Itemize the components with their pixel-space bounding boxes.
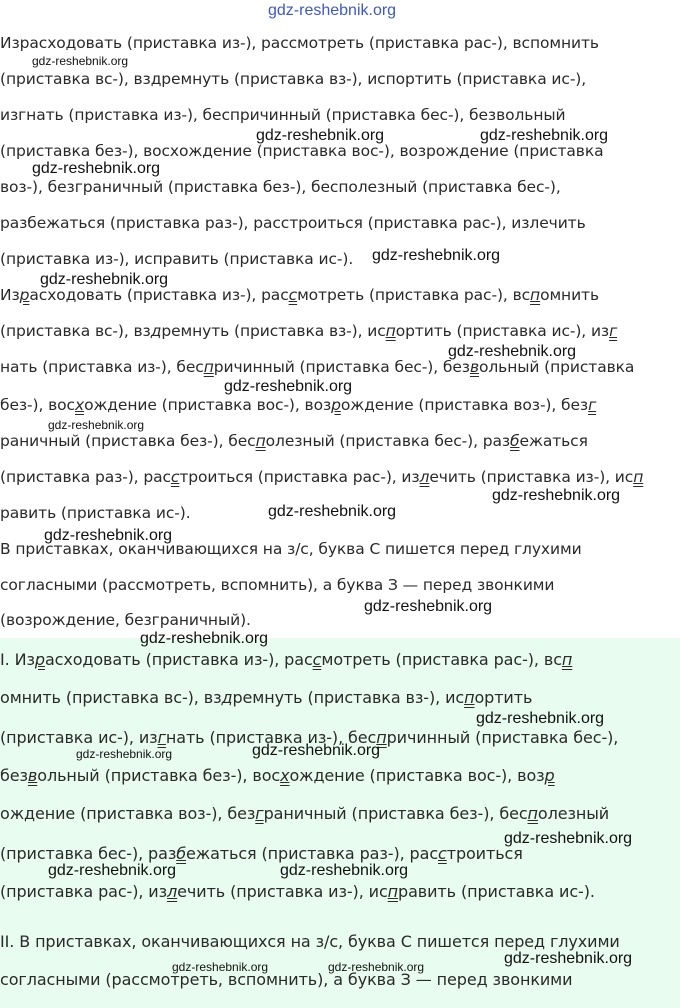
answer-line-6: (приставка бес-), разбежаться (приставка раз-), расстроиться [0, 844, 523, 863]
watermark: gdz-reshebnik.org [224, 378, 353, 395]
watermark: gdz-reshebnik.org [256, 127, 385, 144]
watermark: gdz-reshebnik.org [76, 747, 173, 761]
watermark: gdz-reshebnik.org [44, 527, 173, 544]
rule-line-2: согласными (рассмотреть, вспомнить), а буква З — перед звонкими [0, 576, 555, 594]
text-line-6: разбежаться (приставка раз-), расстроиться (приставка рас-), излечить [0, 214, 586, 232]
answer-line-5: ождение (приставка воз-), безграничный (приставка без-), бесполезный [0, 804, 610, 823]
text-line-7: (приставка из-), исправить (приставка ис-). [0, 250, 354, 268]
watermark: gdz-reshebnik.org [492, 487, 621, 504]
marked-line-7: равить (приставка ис-). [0, 504, 191, 522]
watermark: gdz-reshebnik.org [480, 127, 609, 144]
watermark: gdz-reshebnik.org [48, 862, 177, 879]
watermark: gdz-reshebnik.org [504, 950, 633, 967]
marked-line-1: Израсходовать (приставка из-), рассмотреть (приставка рас-), вспомнить [0, 286, 600, 304]
text-line-5: воз-), безграничный (приставка без-), бесполезный (приставка бес-), [0, 178, 561, 196]
marked-line-6: (приставка раз-), расстроиться (приставка рас-), излечить (приставка из-), исп [0, 468, 644, 486]
site-watermark-top: gdz-reshebnik.org [268, 2, 397, 19]
text-line-3: изгнать (приставка из-), беспричинный (приставка бес-), безвольный [0, 106, 566, 124]
watermark: gdz-reshebnik.org [364, 598, 493, 615]
answer-line-4: безвольный (приставка без-), восхождение (приставка вос-), возр [0, 766, 555, 785]
answer-rule-line-1: II. В приставках, оканчивающихся на з/с, буква С пишется перед глухими [0, 932, 620, 951]
answer-line-3: (приставка ис-), изгнать (приставка из-), беспричинный (приставка бес-), [0, 728, 619, 747]
watermark: gdz-reshebnik.org [280, 862, 409, 879]
watermark: gdz-reshebnik.org [32, 54, 129, 68]
answer-line-7: (приставка рас-), излечить (приставка из-), исправить (приставка ис-). [0, 882, 595, 901]
watermark: gdz-reshebnik.org [328, 960, 425, 974]
rule-line-1: В приставках, оканчивающихся на з/с, буква С пишется перед глухими [0, 540, 582, 558]
watermark: gdz-reshebnik.org [372, 247, 501, 264]
text-line-4: (приставка без-), восхождение (приставка вос-), возрождение (приставка [0, 142, 604, 160]
marked-line-5: раничный (приставка без-), бесполезный (приставка бес-), разбежаться [0, 432, 588, 450]
text-line-1: Израсходовать (приставка из-), рассмотреть (приставка рас-), вспомнить [0, 34, 599, 52]
answer-line-2: омнить (приставка вс-), вздремнуть (приставка вз-), испортить [0, 688, 533, 707]
marked-line-3: нать (приставка из-), беспричинный (приставка бес-), безвольный (приставка [0, 358, 635, 376]
text-line-2: (приставка вс-), вздремнуть (приставка вз-), испортить (приставка ис-), [0, 70, 587, 88]
watermark: gdz-reshebnik.org [40, 271, 169, 288]
watermark: gdz-reshebnik.org [172, 960, 269, 974]
answer-rule-line-2: согласными (рассмотреть, вспомнить), а буква З — перед звонкими [0, 970, 573, 989]
watermark: gdz-reshebnik.org [140, 630, 269, 647]
watermark: gdz-reshebnik.org [504, 830, 633, 847]
watermark: gdz-reshebnik.org [252, 742, 381, 759]
marked-line-2: (приставка вс-), вздремнуть (приставка вз-), испортить (приставка ис-), изг [0, 322, 618, 340]
answer-line-1: I. Израсходовать (приставка из-), рассмотреть (приставка рас-), всп [0, 650, 573, 669]
watermark: gdz-reshebnik.org [448, 343, 577, 360]
marked-line-4: без-), восхождение (приставка вос-), возрождение (приставка воз-), безг [0, 396, 597, 414]
watermark: gdz-reshebnik.org [268, 503, 397, 520]
rule-line-3: (возрождение, безграничный). [0, 611, 251, 629]
watermark: gdz-reshebnik.org [48, 418, 145, 432]
watermark: gdz-reshebnik.org [32, 160, 161, 177]
watermark: gdz-reshebnik.org [476, 710, 605, 727]
